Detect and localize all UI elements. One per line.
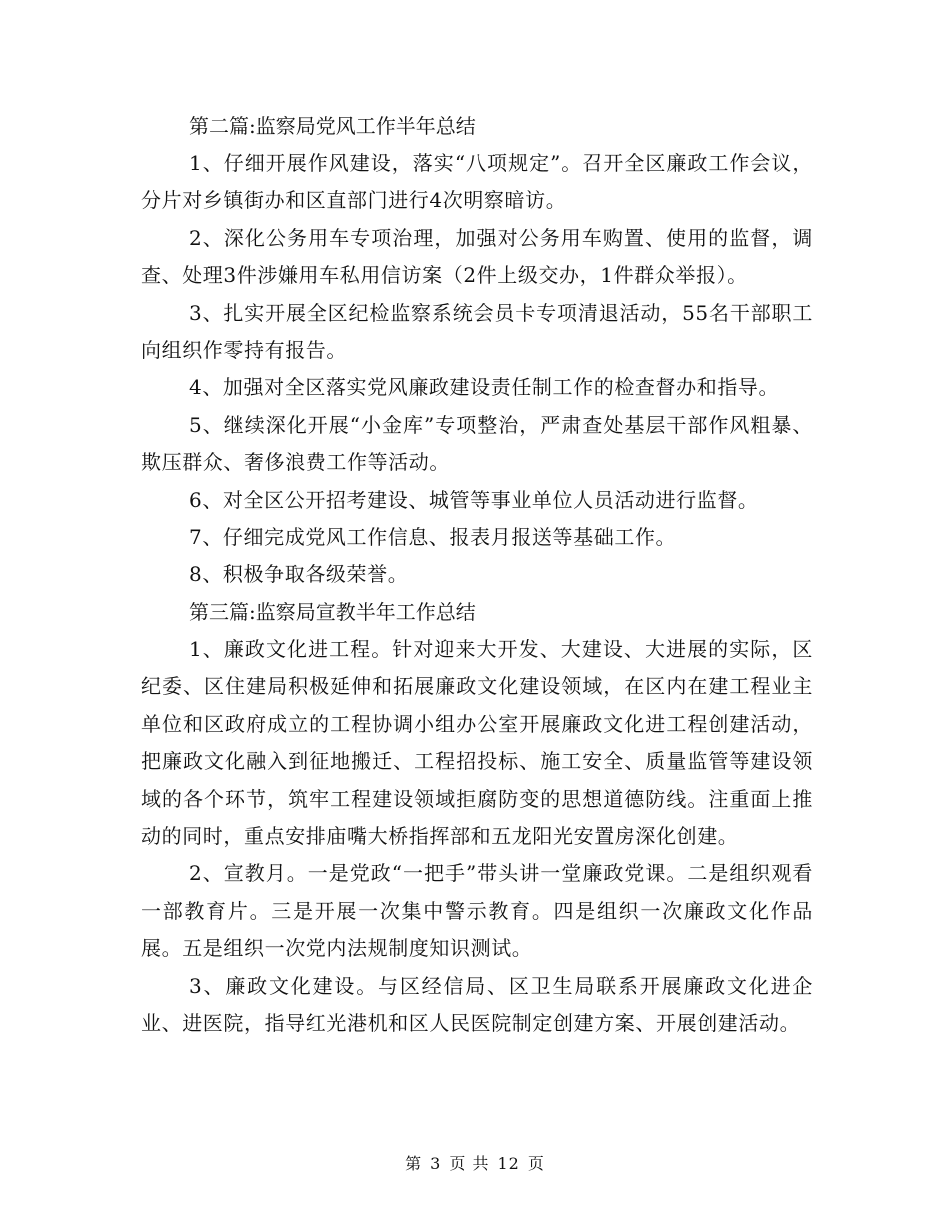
- footer-prefix: 第: [405, 1154, 423, 1173]
- section-2-paragraph: 4、加强对全区落实党风廉政建设责任制工作的检查督办和指导。: [189, 375, 780, 400]
- section-3-title: 第三篇:监察局宣教半年工作总结: [189, 599, 476, 624]
- section-3-paragraph: 3、廉政文化建设。与区经信局、区卫生局联系开展廉政文化进企业、进医院，指导红光港机和区人民医院制定创建方案、开展创建活动。: [141, 973, 813, 1035]
- section-2-title: 第二篇:监察局党风工作半年总结: [189, 114, 476, 138]
- section-2-paragraph: 5、继续深化开展“小金库”专项整治，严肃查处基层干部作风粗暴、欺压群众、奢侈浪费工作等活动。: [141, 412, 813, 475]
- page-total: 12: [497, 1154, 520, 1173]
- section-2-paragraph: 1、仔细开展作风建设，落实“八项规定”。召开全区廉政工作会议，分片对乡镇街办和区直部门进行4次明察暗访。: [141, 151, 813, 213]
- page-number: 3: [430, 1154, 442, 1173]
- section-3-paragraph: 1、廉政文化进工程。针对迎来大开发、大建设、大进展的实际，区纪委、区住建局积极延伸和拓展廉政文化建设领域，在区内在建工程业主单位和区政府成立的工程协调小组办公室开展廉政文化进工程创建活动，把廉政文化融入到征地搬迁、工程招投标、施工安全、质量监管等建设领域的各个环节，筑牢工程建设领域拒腐防变的思想道德防线。注重面上推动的同时，重点安排庙嘴大桥指挥部和五龙阳光安置房深化创建。: [141, 636, 813, 848]
- section-2-paragraph: 3、扎实开展全区纪检监察系统会员卡专项清退活动，55名干部职工向组织作零持有报告。: [141, 300, 813, 363]
- section-2-paragraph: 8、积极争取各级荣誉。: [189, 562, 409, 587]
- section-2-paragraph: 2、深化公务用车专项治理，加强对公务用车购置、使用的监督，调查、处理3件涉嫌用车私用信访案（2件上级交办，1件群众举报）。: [141, 225, 813, 288]
- footer-suffix: 页: [527, 1154, 545, 1173]
- document-body: [141, 108, 813, 1042]
- section-2-paragraph: 6、对全区公开招考建设、城管等事业单位人员活动进行监督。: [189, 487, 759, 512]
- section-3-paragraph: 2、宣教月。一是党政“一把手”带头讲一堂廉政党课。二是组织观看一部教育片。三是开展一次集中警示教育。四是组织一次廉政文化作品展。五是组织一次党内法规制度知识测试。: [141, 861, 813, 961]
- footer-mid: 页 共: [449, 1154, 490, 1173]
- page-footer: [0, 1152, 950, 1176]
- section-2-paragraph: 7、仔细完成党风工作信息、报表月报送等基础工作。: [189, 525, 677, 550]
